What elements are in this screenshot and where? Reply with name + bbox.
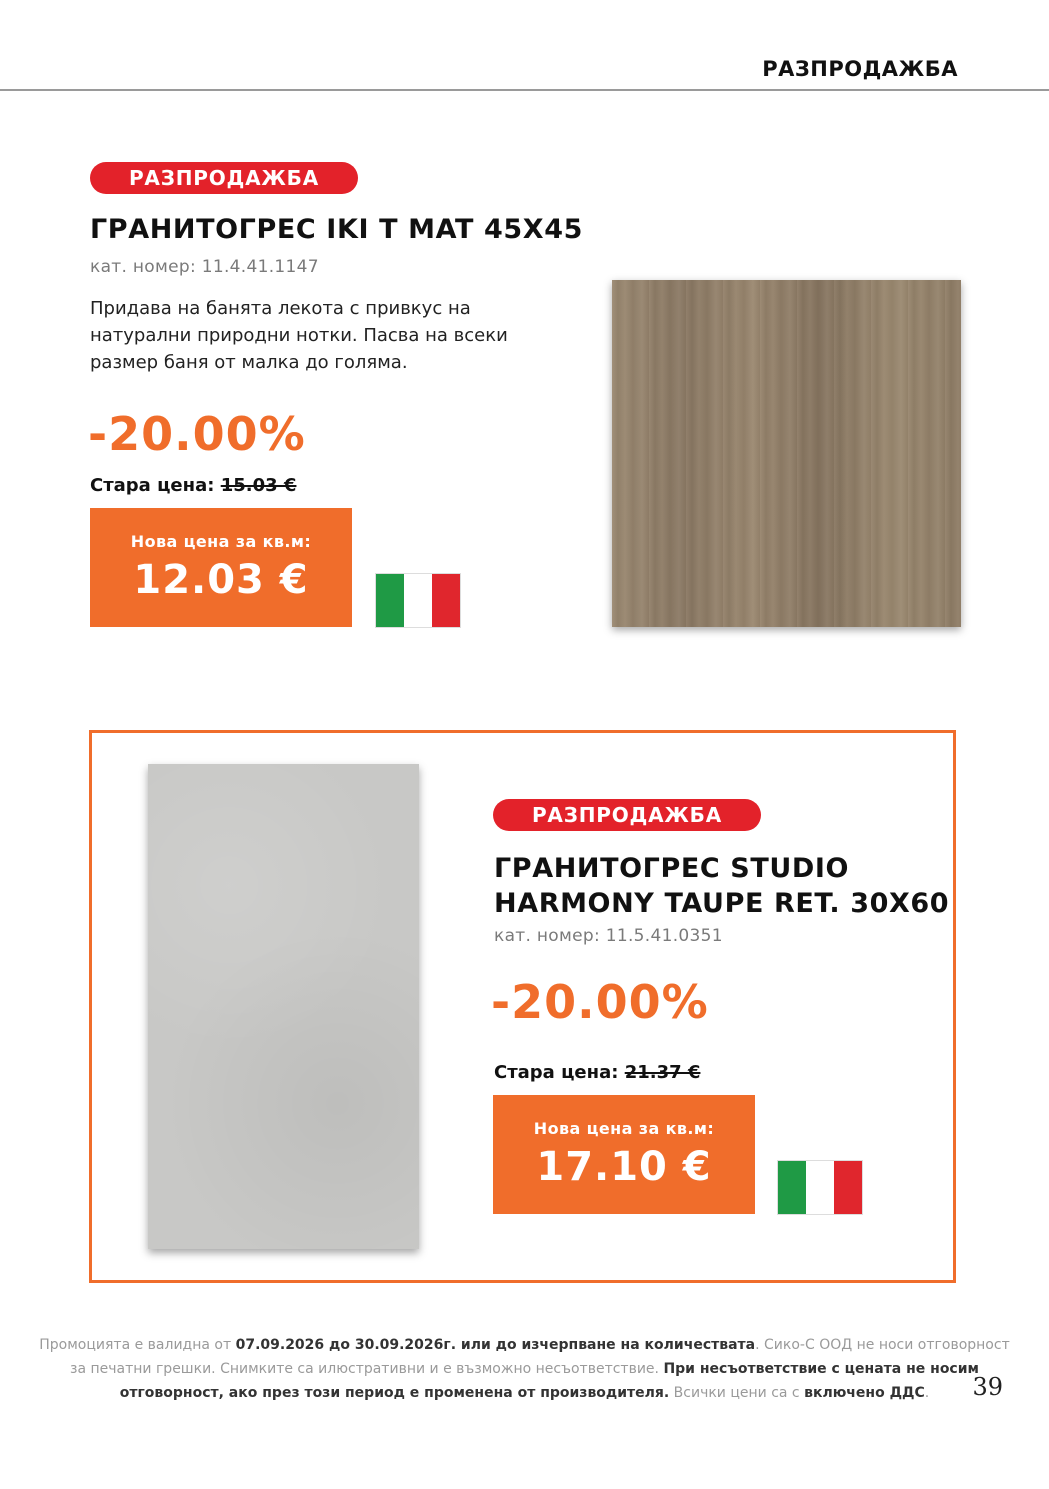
old-price-row [494,1062,700,1083]
old-price-value: 15.03 € [220,475,297,496]
old-price-value: 21.37 € [624,1062,701,1083]
sale-badge: РАЗПРОДАЖБА [90,162,358,194]
product-title: ГРАНИТОГРЕС IKI T MAT 45X45 [90,214,583,245]
product-title [494,851,949,921]
sale-badge: РАЗПРОДАЖБА [493,799,761,831]
product-title-line-1: ГРАНИТОГРЕС STUDIO [494,853,850,884]
product-description: Придава на банята лекота с привкус на натурални природни нотки. Пасва на всеки размер баня от малка до голяма. [90,298,508,373]
product-image-tile [148,764,419,1249]
catalog-number: кат. номер: 11.5.41.0351 [494,926,723,946]
new-price-value: 17.10 € [536,1144,712,1190]
promo-disclaimer: Промоцията е валидна от 07.09.2026 до 30.09.2026г. или до изчерпване на количествата. Сико-С ООД не носи отговорност за печатни грешки. Снимките са илюстративни и е възможно несъответствие. При несъответствие с цената не носим отговорност, ако през този период е променена от производителя. Всички цени са с включено ДДС. [39,1337,1010,1401]
old-price-row [90,475,296,496]
catalog-number: кат. номер: 11.4.41.1147 [90,257,319,277]
discount-percent: -20.00% [88,407,306,461]
italy-flag-icon [778,1161,862,1214]
page-number: 39 [972,1373,1003,1401]
discount-percent: -20.00% [491,975,709,1029]
new-price-box [90,508,352,627]
product-image-tile [612,280,961,627]
old-price-label: Стара цена: [494,1062,619,1083]
old-price-label: Стара цена: [90,475,215,496]
new-price-label: Нова цена за кв.м: [533,1119,715,1138]
product-title-line-2: HARMONY TAUPE RET. 30X60 [494,888,950,919]
page-header-title: РАЗПРОДАЖБА [762,57,958,81]
new-price-box [493,1095,755,1214]
new-price-value: 12.03 € [133,557,309,603]
new-price-label: Нова цена за кв.м: [130,532,312,551]
italy-flag-icon [376,574,460,627]
header-divider [0,89,1049,91]
